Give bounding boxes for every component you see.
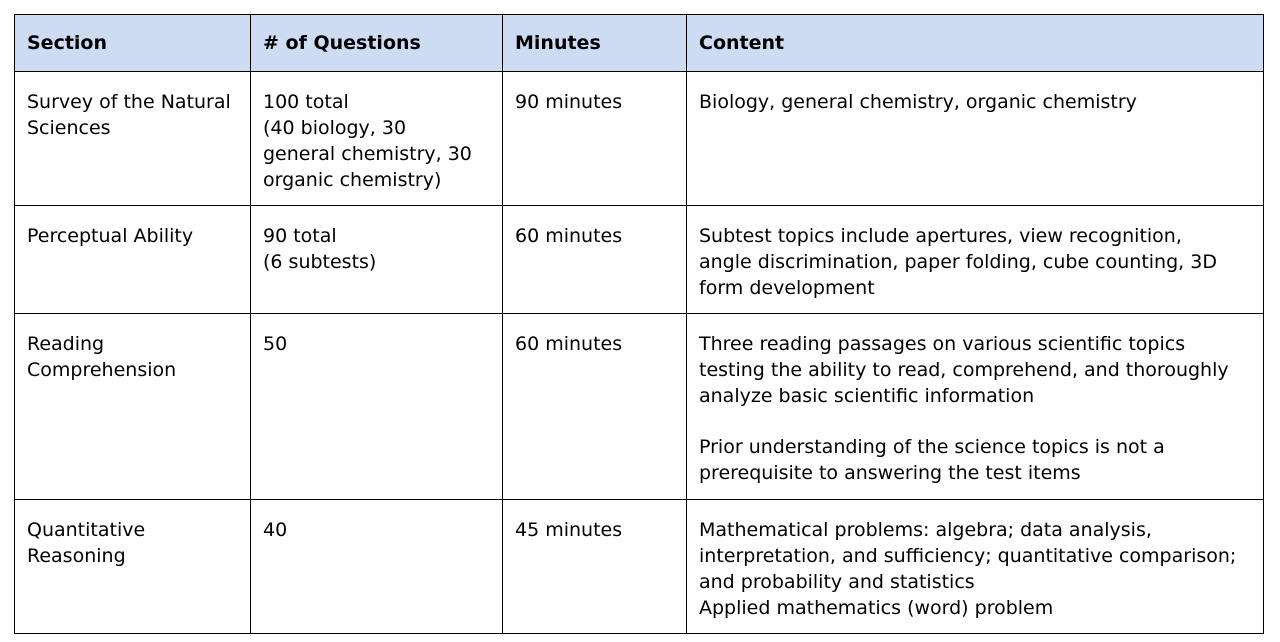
header-minutes: Minutes	[503, 15, 687, 72]
cell-section: Perceptual Ability	[15, 206, 251, 314]
document-body	[14, 14, 1264, 634]
cell-questions: 100 total (40 biology, 30 general chemistry, 30 organic chemistry)	[251, 72, 503, 206]
cell-content: Three reading passages on various scientific topics testing the ability to read, comprehend, and thoroughly analyze basic scientific information Prior understanding of the science topics is not a prerequisite to answering the test items	[687, 314, 1264, 500]
header-questions: # of Questions	[251, 15, 503, 72]
cell-content: Biology, general chemistry, organic chemistry	[687, 72, 1264, 206]
cell-minutes: 45 minutes	[503, 500, 687, 634]
cell-section: Survey of the Natural Sciences	[15, 72, 251, 206]
header-section: Section	[15, 15, 251, 72]
cell-content: Mathematical problems: algebra; data analysis, interpretation, and sufficiency; quantitative comparison; and probability and statistics Applied mathematics (word) problem	[687, 500, 1264, 634]
cell-section: Quantitative Reasoning	[15, 500, 251, 634]
table-header-row	[15, 15, 1264, 72]
table-row-natural-sciences	[15, 72, 1264, 206]
cell-section: Reading Comprehension	[15, 314, 251, 500]
cell-minutes: 60 minutes	[503, 206, 687, 314]
paragraph-gap	[699, 409, 1251, 434]
table-row-perceptual-ability	[15, 206, 1264, 314]
header-content: Content	[687, 15, 1264, 72]
test-sections-table	[14, 14, 1264, 634]
table-row-quantitative-reasoning	[15, 500, 1264, 634]
cell-minutes: 60 minutes	[503, 314, 687, 500]
cell-questions: 40	[251, 500, 503, 634]
cell-questions: 50	[251, 314, 503, 500]
cell-minutes: 90 minutes	[503, 72, 687, 206]
cell-content: Subtest topics include apertures, view recognition, angle discrimination, paper folding, cube counting, 3D form development	[687, 206, 1264, 314]
cell-questions: 90 total (6 subtests)	[251, 206, 503, 314]
table-row-reading-comprehension	[15, 314, 1264, 500]
